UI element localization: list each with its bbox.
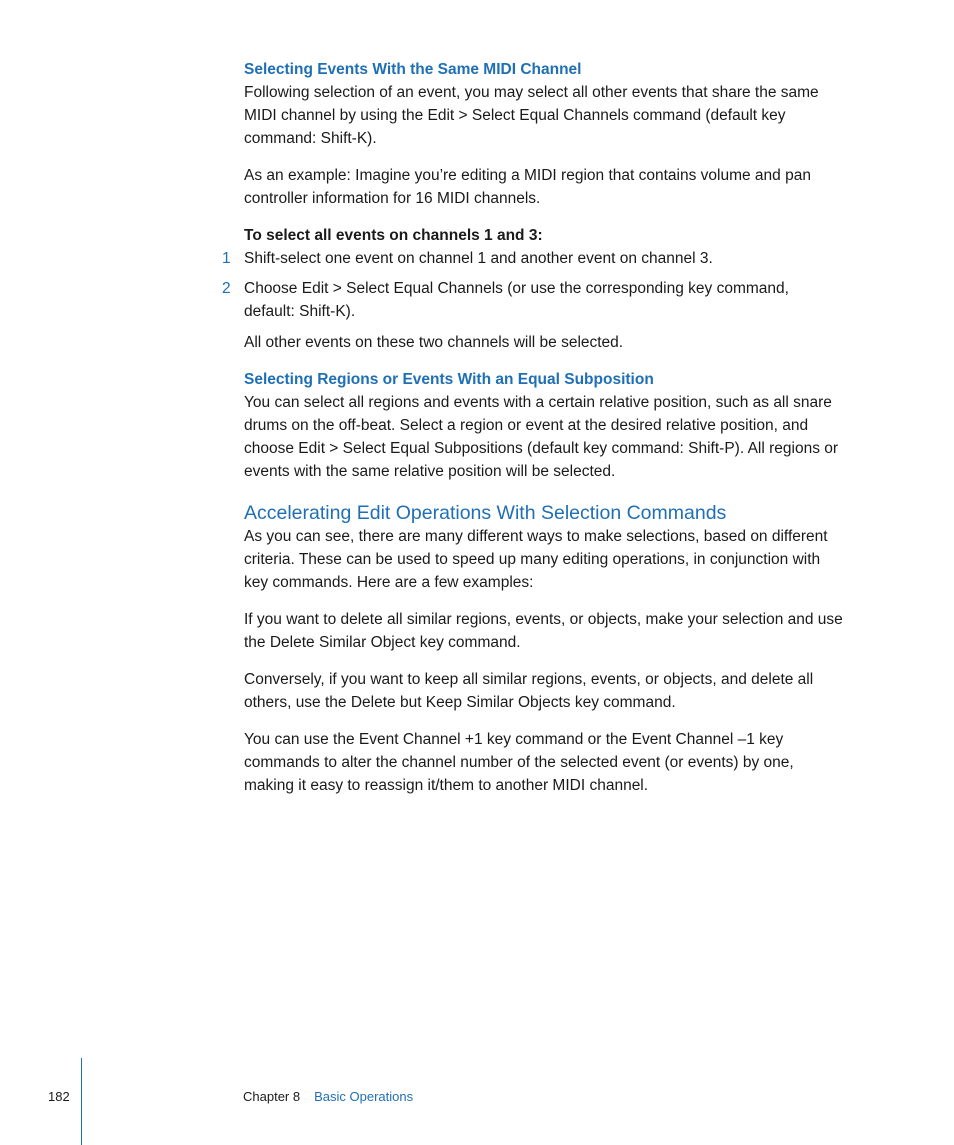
page-content	[222, 58, 874, 797]
page-number: 182	[48, 1089, 70, 1104]
step-result: All other events on these two channels will be selected.	[244, 334, 624, 351]
chapter-title-link[interactable]: Basic Operations	[314, 1089, 414, 1104]
section-heading-midi-channel: Selecting Events With the Same MIDI Channel	[244, 61, 582, 78]
chapter-label: Chapter 8	[243, 1089, 301, 1104]
paragraph: As you can see, there are many different ways to make selections, based on different criteria. These can be used to speed up many editing operations, in conjunction with key commands. Here are a few examples:	[244, 528, 828, 591]
paragraph: As an example: Imagine you’re editing a MIDI region that contains volume and pan controller information for 16 MIDI channels.	[244, 167, 811, 207]
section-heading-accelerating: Accelerating Edit Operations With Selection Commands	[244, 502, 727, 524]
step-item: 1 Shift-select one event on channel 1 and another event on channel 3.	[244, 247, 874, 270]
step-number: 2	[222, 280, 231, 297]
paragraph: Following selection of an event, you may select all other events that share the same MIDI channel by using the Edit > Select Equal Channels command (default key command: Shift-K).	[244, 84, 819, 147]
paragraph: You can select all regions and events with a certain relative position, such as all snare drums on the off-beat. Select a region or event at the desired relative position, and choose Edit > Select Equal Subpositions (default key command: Shift-P). All regions or events with the same relative position will be selected.	[244, 394, 839, 480]
task-title: To select all events on channels 1 and 3:	[244, 227, 543, 244]
step-number: 1	[222, 250, 231, 267]
paragraph: If you want to delete all similar regions, events, or objects, make your selection and use the Delete Similar Object key command.	[244, 611, 843, 651]
footer-chapter	[243, 1088, 413, 1106]
step-item: 2 Choose Edit > Select Equal Channels (or use the corresponding key command, default: Shift-K).	[244, 277, 874, 323]
paragraph: You can use the Event Channel +1 key command or the Event Channel –1 key commands to alter the channel number of the selected event (or events) by one, making it easy to reassign it/them to another MIDI channel.	[244, 731, 794, 794]
section-heading-equal-subposition: Selecting Regions or Events With an Equal Subposition	[244, 371, 654, 388]
paragraph: Conversely, if you want to keep all similar regions, events, or objects, and delete all others, use the Delete but Keep Similar Objects key command.	[244, 671, 814, 711]
footer-divider	[81, 1058, 82, 1145]
